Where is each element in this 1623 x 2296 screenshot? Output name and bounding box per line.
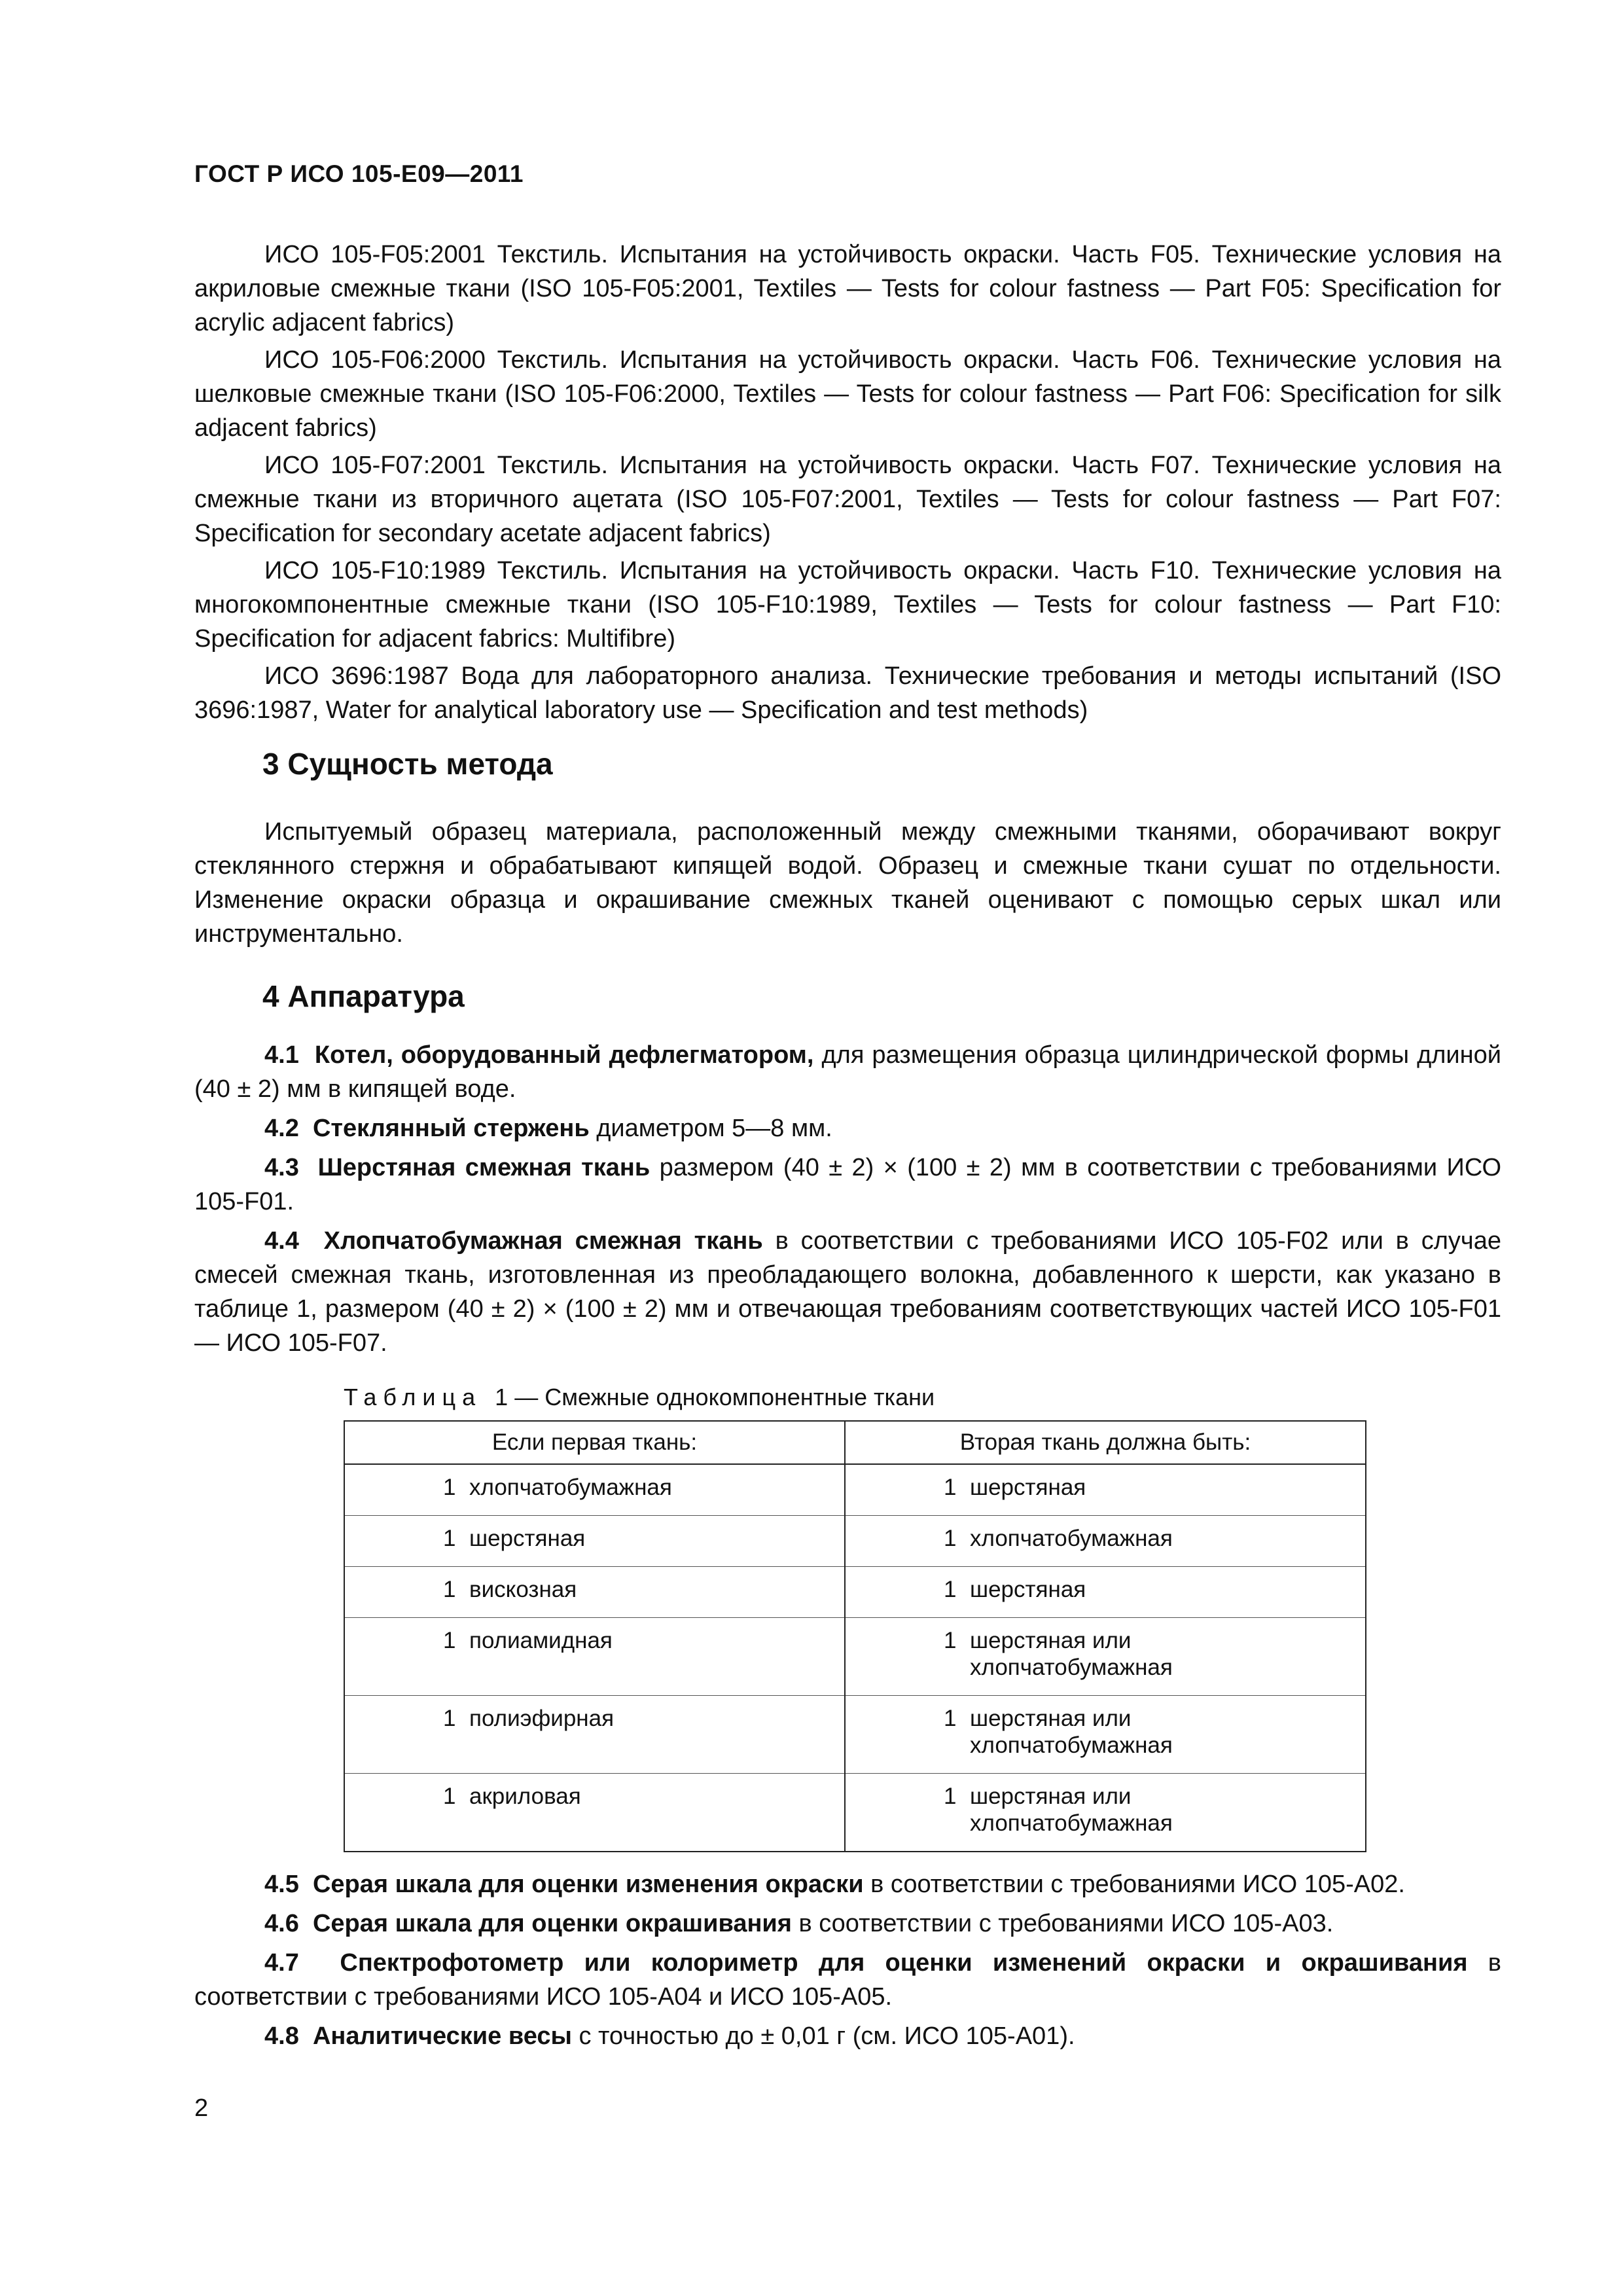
cell-number: 1 bbox=[443, 1706, 456, 1731]
cell-number: 1 bbox=[443, 1526, 456, 1551]
cell-line: хлопчатобумажная bbox=[970, 1655, 1173, 1680]
cell-text: хлопчатобумажная bbox=[469, 1475, 672, 1500]
table-row bbox=[344, 1567, 1366, 1618]
item-title: Аналитические весы bbox=[312, 2022, 572, 2050]
item-number: 4.5 bbox=[264, 1871, 299, 1898]
cell-line: шерстяная или bbox=[970, 1628, 1132, 1653]
cell-number: 1 bbox=[944, 1577, 957, 1602]
table-row bbox=[344, 1774, 1366, 1852]
item-title: Серая шкала для оценки окрашивания bbox=[312, 1910, 792, 1937]
apparatus-item bbox=[194, 2019, 1501, 2053]
table-cell bbox=[845, 1516, 1366, 1567]
apparatus-item bbox=[194, 1151, 1501, 1219]
table-header-row bbox=[344, 1421, 1366, 1464]
item-text: в соответствии с требованиями ИСО 105-A04 и ИСО 105-A05. bbox=[194, 1949, 1501, 2011]
apparatus-item bbox=[194, 1224, 1501, 1360]
table-row bbox=[344, 1696, 1366, 1774]
item-text: в соответствии с требованиями ИСО 105-A03. bbox=[791, 1910, 1334, 1937]
cell-number: 1 bbox=[443, 1475, 456, 1500]
cell-line: шерстяная или bbox=[970, 1784, 1132, 1809]
item-text: в соответствии с требованиями ИСО 105-F02 или в случае смесей смежная ткань, изготовленная из преобладающего волокна, добавленного к шерсти, как указано в таблице 1, размером (40 ± 2) × (100 ± 2) мм и отвечающая требованиям соответствующих частей ИСО 105-F01 — ИСО 105-F07. bbox=[194, 1227, 1501, 1357]
apparatus-list bbox=[194, 1038, 1501, 1365]
reference-item: ИСО 3696:1987 Вода для лабораторного анализа. Технические требования и методы испытаний (ISO 3696:1987, Water for analytical laboratory use — Specification and test methods) bbox=[194, 662, 1501, 724]
table-caption bbox=[344, 1384, 935, 1411]
cell-text bbox=[970, 1705, 1173, 1759]
table-cell bbox=[344, 1696, 845, 1774]
item-text: диаметром 5—8 мм. bbox=[589, 1115, 832, 1142]
cell-text bbox=[970, 1576, 1086, 1603]
table-cell bbox=[845, 1774, 1366, 1852]
cell-text: вискозная bbox=[469, 1577, 577, 1602]
apparatus-item bbox=[194, 1111, 1501, 1145]
table-cell bbox=[344, 1516, 845, 1567]
page-number: 2 bbox=[194, 2094, 209, 2122]
item-number: 4.6 bbox=[264, 1910, 299, 1937]
cell-text bbox=[970, 1627, 1173, 1681]
table-cell bbox=[845, 1618, 1366, 1696]
section-3-heading: 3 Сущность метода bbox=[262, 747, 553, 781]
table-cell bbox=[344, 1774, 845, 1852]
cell-line: шерстяная bbox=[970, 1577, 1086, 1602]
section-4-heading: 4 Аппаратура bbox=[262, 979, 465, 1013]
cell-number: 1 bbox=[944, 1784, 957, 1809]
table-header-cell: Если первая ткань: bbox=[344, 1421, 845, 1464]
table-cell bbox=[845, 1696, 1366, 1774]
adjacent-fabrics-table bbox=[344, 1420, 1366, 1852]
document-code-header: ГОСТ Р ИСО 105-E09—2011 bbox=[194, 160, 524, 187]
item-number: 4.8 bbox=[264, 2022, 299, 2050]
item-title: Спектрофотометр или колориметр для оценки изменений окраски и окрашивания bbox=[340, 1949, 1468, 1977]
cell-line: хлопчатобумажная bbox=[970, 1810, 1173, 1836]
item-text: в соответствии с требованиями ИСО 105-A02. bbox=[863, 1871, 1405, 1898]
table-caption-word: Таблица bbox=[344, 1384, 482, 1410]
cell-number: 1 bbox=[443, 1628, 456, 1653]
cell-text: полиэфирная bbox=[469, 1706, 615, 1731]
apparatus-list-continued bbox=[194, 1867, 1501, 2058]
item-title: Хлопчатобумажная смежная ткань bbox=[323, 1227, 763, 1255]
item-title: Котел, оборудованный дефлегматором, bbox=[314, 1041, 814, 1069]
cell-number: 1 bbox=[944, 1706, 957, 1731]
item-text: с точностью до ± 0,01 г (см. ИСО 105-A01). bbox=[571, 2022, 1075, 2050]
apparatus-item bbox=[194, 1038, 1501, 1106]
item-title: Серая шкала для оценки изменения окраски bbox=[312, 1871, 864, 1898]
table-row bbox=[344, 1516, 1366, 1567]
cell-text bbox=[970, 1525, 1173, 1552]
cell-number: 1 bbox=[443, 1577, 456, 1602]
cell-text: акриловая bbox=[469, 1784, 581, 1809]
item-number: 4.7 bbox=[264, 1949, 299, 1977]
item-text: для размещения образца цилиндрической формы длиной (40 ± 2) мм в кипящей воде. bbox=[194, 1041, 1501, 1103]
table-row bbox=[344, 1618, 1366, 1696]
cell-number: 1 bbox=[443, 1784, 456, 1809]
cell-text: шерстяная bbox=[469, 1526, 586, 1551]
section-3-text: Испытуемый образец материала, расположенный между смежными тканями, оборачивают вокруг стеклянного стержня и обрабатывают кипящей водой. Образец и смежные ткани сушат по отдельности. Изменение окраски образца и окрашивание смежных тканей оценивают с помощью серых шкал или инструментально. bbox=[194, 818, 1501, 948]
table-cell bbox=[344, 1567, 845, 1618]
table-caption-title: 1 — Смежные однокомпонентные ткани bbox=[495, 1384, 935, 1410]
item-number: 4.1 bbox=[264, 1041, 299, 1069]
reference-item: ИСО 105-F07:2001 Текстиль. Испытания на устойчивость окраски. Часть F07. Технические условия на смежные ткани из вторичного ацетата (ISO 105-F07:2001, Textiles — Tests for colour fastness — Part F07: Specification for secondary acetate adjacent fabrics) bbox=[194, 452, 1501, 547]
apparatus-item bbox=[194, 1867, 1501, 1901]
item-title: Стеклянный стержень bbox=[312, 1115, 590, 1142]
item-text: размером (40 ± 2) × (100 ± 2) мм в соответствии с требованиями ИСО 105-F01. bbox=[194, 1154, 1501, 1215]
cell-line: хлопчатобумажная bbox=[970, 1526, 1173, 1551]
table-cell bbox=[845, 1567, 1366, 1618]
table-header-cell: Вторая ткань должна быть: bbox=[845, 1421, 1366, 1464]
cell-number: 1 bbox=[944, 1628, 957, 1653]
cell-number: 1 bbox=[944, 1526, 957, 1551]
table-row bbox=[344, 1464, 1366, 1516]
cell-line: хлопчатобумажная bbox=[970, 1732, 1173, 1758]
apparatus-item bbox=[194, 1946, 1501, 2014]
item-number: 4.2 bbox=[264, 1115, 299, 1142]
reference-item: ИСО 105-F05:2001 Текстиль. Испытания на устойчивость окраски. Часть F05. Технические условия на акриловые смежные ткани (ISO 105-F05:2001, Textiles — Tests for colour fastness — Part F05: Specification for acrylic adjacent fabrics) bbox=[194, 241, 1501, 336]
reference-item: ИСО 105-F06:2000 Текстиль. Испытания на устойчивость окраски. Часть F06. Технические условия на шелковые смежные ткани (ISO 105-F06:2000, Textiles — Tests for colour fastness — Part F06: Specification for silk adjacent fabrics) bbox=[194, 346, 1501, 442]
reference-item: ИСО 105-F10:1989 Текстиль. Испытания на устойчивость окраски. Часть F10. Технические условия на многокомпонентные смежные ткани (ISO 105-F10:1989, Textiles — Tests for colour fastness — Part F10: Specification for adjacent fabrics: Multifibre) bbox=[194, 557, 1501, 653]
table-cell bbox=[845, 1464, 1366, 1516]
cell-text: полиамидная bbox=[469, 1628, 613, 1653]
table-cell bbox=[344, 1464, 845, 1516]
cell-number: 1 bbox=[944, 1475, 957, 1500]
apparatus-item bbox=[194, 1907, 1501, 1941]
item-number: 4.4 bbox=[264, 1227, 299, 1255]
item-title: Шерстяная смежная ткань bbox=[317, 1154, 651, 1181]
cell-line: шерстяная bbox=[970, 1475, 1086, 1500]
cell-text bbox=[970, 1474, 1086, 1501]
cell-text bbox=[970, 1783, 1173, 1837]
item-number: 4.3 bbox=[264, 1154, 299, 1181]
normative-references-list bbox=[194, 238, 1501, 730]
table-cell bbox=[344, 1618, 845, 1696]
cell-line: шерстяная или bbox=[970, 1706, 1132, 1731]
